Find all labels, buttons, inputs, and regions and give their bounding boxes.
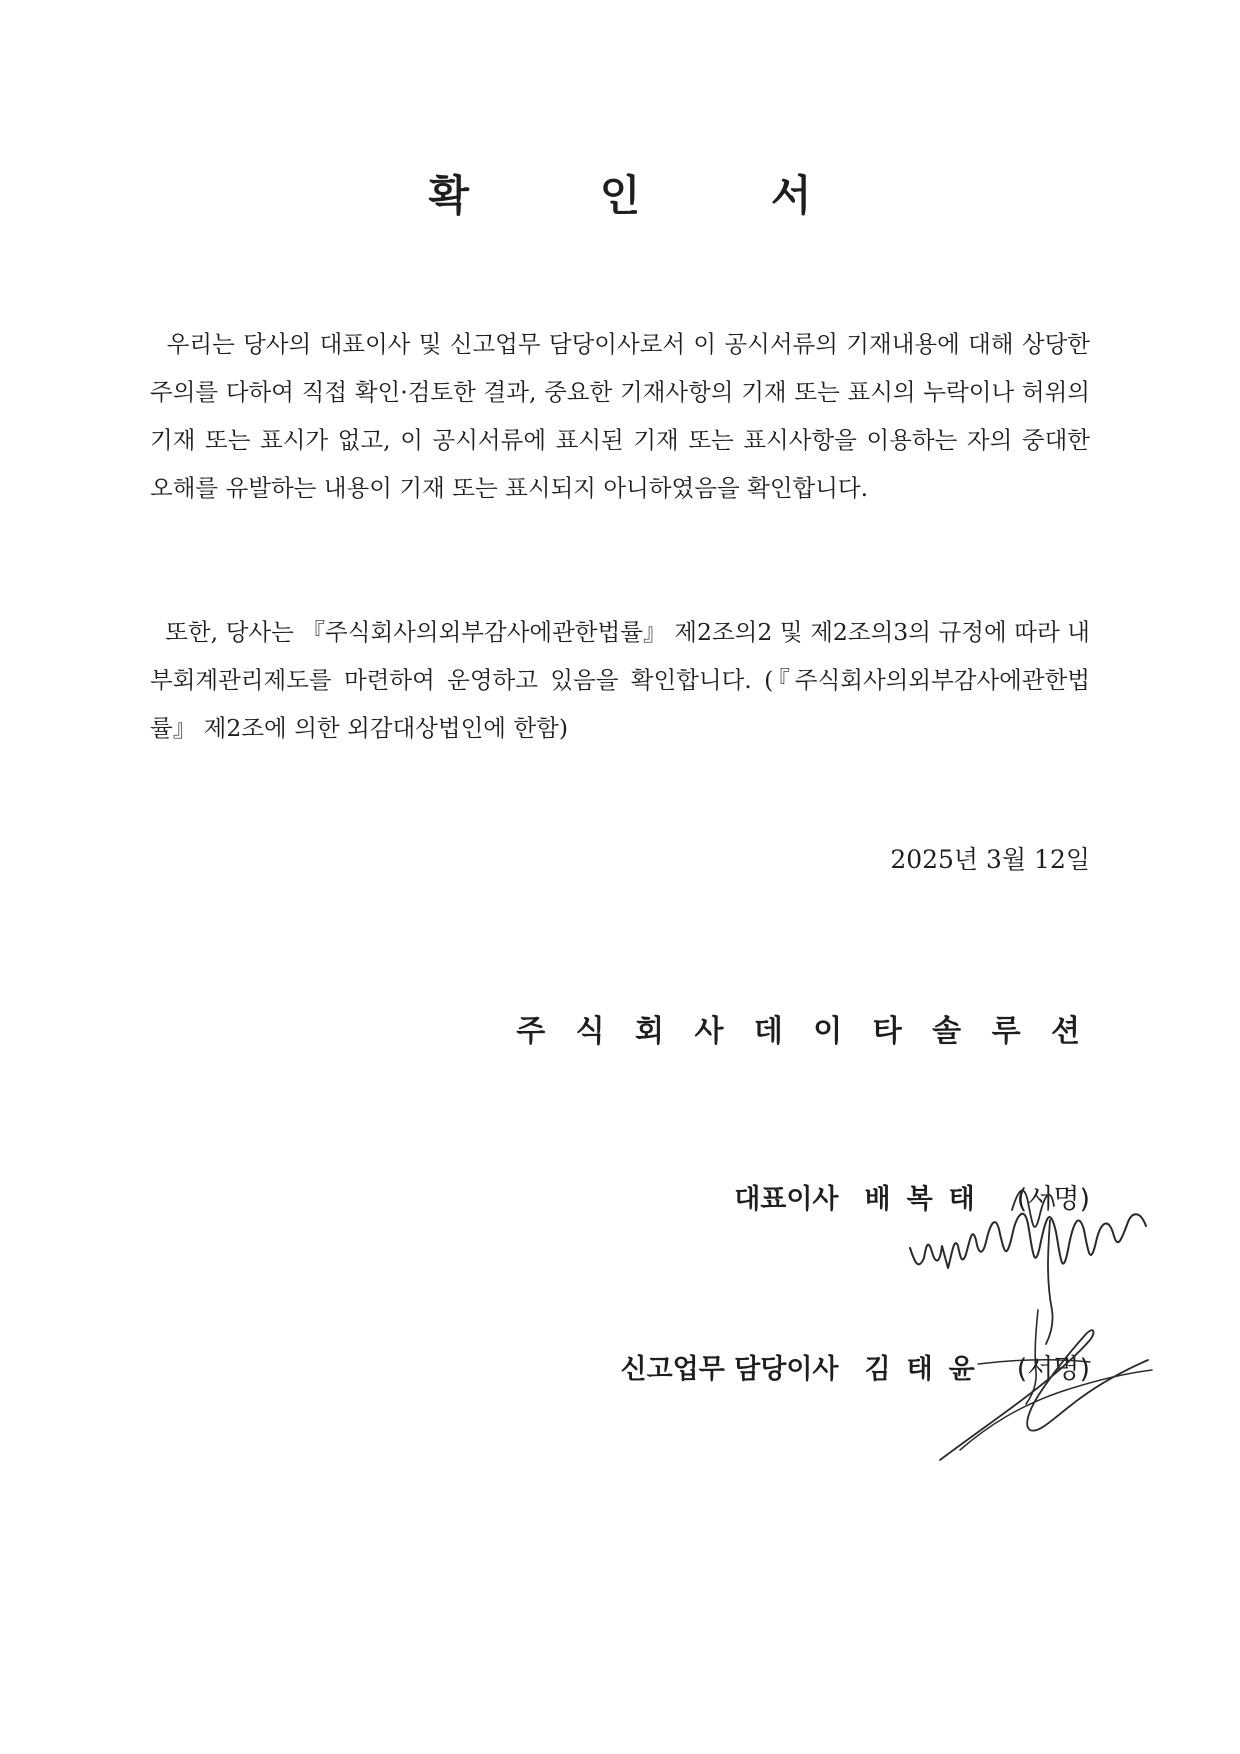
paragraph-2-text: 또한, 당사는 『주식회사의외부감사에관한법률』 제2조의2 및 제2조의3의 규정에 따라 내부회계관리제도를 마련하여 운영하고 있음을 확인합니다. (『주식회사의외부감사에관한법률』 제2조에 의한 외감대상법인에 한함): [150, 618, 1090, 742]
signer-officer-role: 신고업무 담당이사: [620, 1354, 839, 1385]
confirmation-paragraph-1: [150, 320, 1090, 512]
signer-reporting-officer: [620, 1348, 1090, 1392]
signer-ceo: [734, 1178, 1090, 1222]
document-date: 2025년 3월 12일: [890, 845, 1090, 874]
company-name: 주 식 회 사 데 이 타 솔 루 션: [516, 1014, 1090, 1049]
signer-officer-sign-mark: (서명): [1016, 1354, 1090, 1385]
signer-officer-name: 김태윤: [864, 1354, 991, 1385]
signer-ceo-name: 배복태: [864, 1184, 991, 1215]
document-title: 확 인 서: [428, 171, 870, 220]
paragraph-1-text: 우리는 당사의 대표이사 및 신고업무 담당이사로서 이 공시서류의 기재내용에 대해 상당한 주의를 다하여 직접 확인·검토한 결과, 중요한 기재사항의 기재 또는 표시의 누락이나 허위의 기재 또는 표시가 없고, 이 공시서류에 표시된 기재 또는 표시사항을 이용하는 자의 중대한 오해를 유발하는 내용이 기재 또는 표시되지 아니하였음을 확인합니다.: [150, 330, 1090, 502]
signer-ceo-role: 대표이사: [734, 1184, 839, 1215]
signer-ceo-sign-mark: (서명): [1016, 1184, 1090, 1215]
confirmation-paragraph-2: [150, 608, 1090, 752]
